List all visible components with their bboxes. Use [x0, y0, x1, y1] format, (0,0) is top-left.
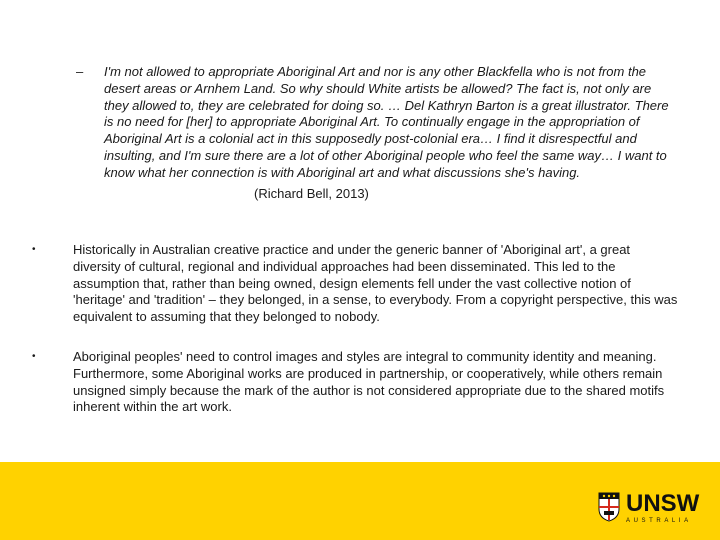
quote-text: I'm not allowed to appropriate Aboriginal Art and nor is any other Blackfella who is not from the desert areas or Arnhem Land. So why should White artists be allowed? The fact is, not only are they allowed to, they are celebrated for doing so. … Del Kathryn Barton is a great illustrator. There is no need for [her] to appropriate Aboriginal Art. To continually engage in the appropriation of Aboriginal Art is a colonial act in this supposedly post-colonial era… I find it disrespectful and insulting, and I'm sure there are a lot of other Aboriginal people who feel the same way… I want to know what her connection is with Aboriginal art and what discussions she's having.	[104, 64, 669, 180]
logo-name: UNSW	[626, 490, 700, 517]
logo-text	[626, 492, 699, 525]
bullet-text: Aboriginal peoples' need to control images and styles are integral to community identity and meaning. Furthermore, some Aboriginal works are produced in partnership, or cooperatively, while others remain unsigned simply because the mark of the author is not considered appropriate due to the shared motifs inherent within the art work.	[73, 349, 665, 415]
logo-subtext: AUSTRALIA	[626, 518, 692, 524]
quote-block	[76, 64, 676, 202]
quote-row	[76, 64, 676, 182]
bullet-text: Historically in Australian creative practice and under the generic banner of 'Aboriginal art', a great diversity of cultural, regional and individual approaches had been disseminated. This led to the assumption that, rather than being owned, design elements fell under the vast collective notion of 'heritage' and 'tradition' – they belonged, in a sense, to everybody. From a copyright perspective, this was equivalent to assuming that they belonged to nobody.	[73, 242, 678, 325]
unsw-crest-icon	[598, 492, 620, 522]
bullet-item-1	[30, 242, 680, 326]
unsw-logo	[598, 492, 699, 525]
bullet-item-2	[30, 349, 680, 416]
quote-dash: –	[76, 64, 84, 79]
bullet-marker: •	[32, 351, 36, 362]
quote-citation: (Richard Bell, 2013)	[254, 185, 369, 201]
bullet-marker: •	[32, 244, 36, 255]
